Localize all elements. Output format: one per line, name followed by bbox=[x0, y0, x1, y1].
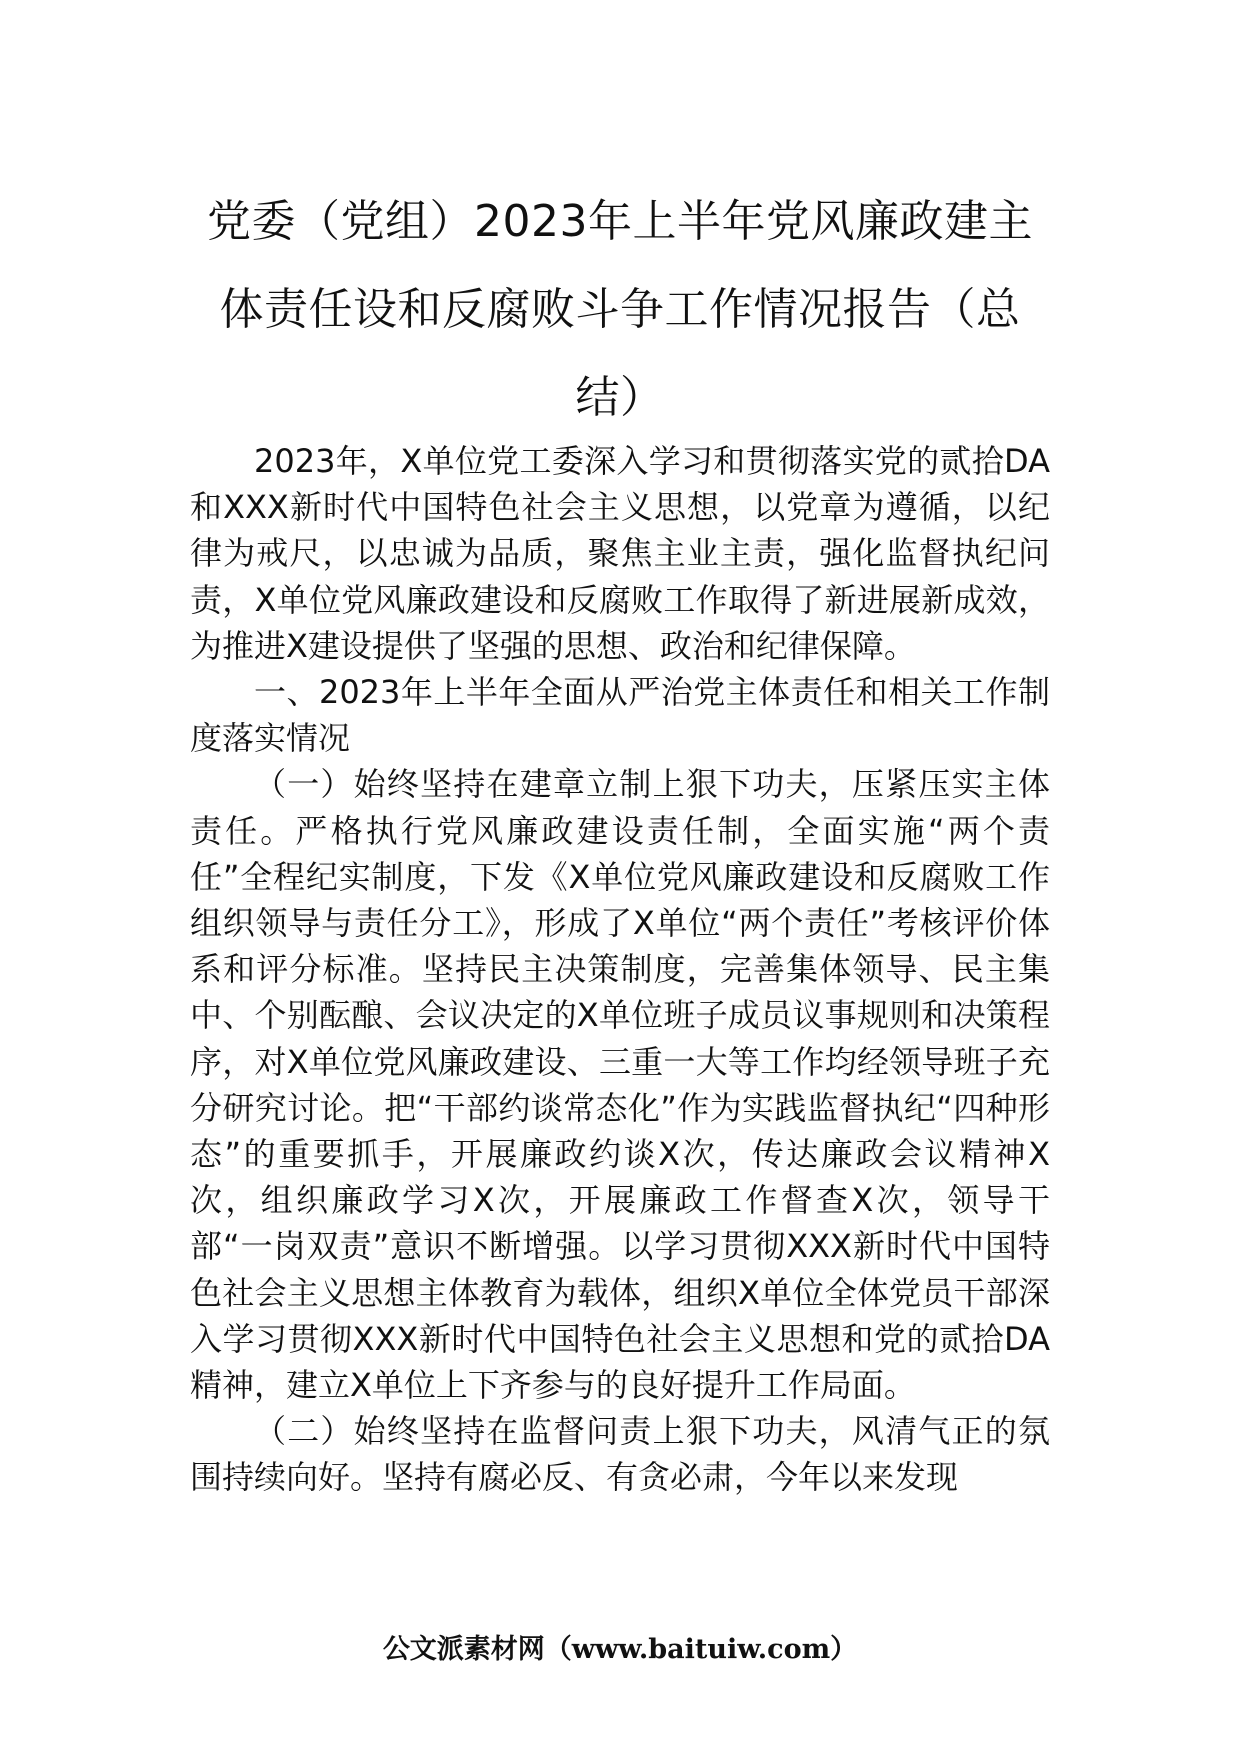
intro-paragraph: 2023年，X单位党工委深入学习和贯彻落实党的贰拾DA和XXX新时代中国特色社会主义思想，以党章为遵循，以纪律为戒尺，以忠诚为品质，聚焦主业主责，强化监督执纪问责，X单位党风廉政建设和反腐败工作取得了新进展新成效，为推进X建设提供了坚强的思想、政治和纪律保障。 bbox=[190, 442, 1050, 665]
document-body bbox=[190, 438, 1050, 1501]
subsection-two-paragraph: （二）始终坚持在监督问责上狠下功夫，风清气正的氛围持续向好。坚持有腐必反、有贪必肃，今年以来发现 bbox=[190, 1412, 1050, 1497]
subsection-one-paragraph: （一）始终坚持在建章立制上狠下功夫，压紧压实主体责任。严格执行党风廉政建设责任制，全面实施“两个责任”全程纪实制度，下发《X单位党风廉政建设和反腐败工作组织领导与责任分工》，形成了X单位“两个责任”考核评价体系和评分标准。坚持民主决策制度，完善集体领导、民主集中、个别酝酿、会议决定的X单位班子成员议事规则和决策程序，对X单位党风廉政建设、三重一大等工作均经领导班子充分研究讨论。把“干部约谈常态化”作为实践监督执纪“四种形态”的重要抓手，开展廉政约谈X次，传达廉政会议精神X次，组织廉政学习X次，开展廉政工作督查X次，领导干部“一岗双责”意识不断增强。以学习贯彻XXX新时代中国特色社会主义思想主体教育为载体，组织X单位全体党员干部深入学习贯彻XXX新时代中国特色社会主义思想和党的贰拾DA精神，建立X单位上下齐参与的良好提升工作局面。 bbox=[190, 765, 1050, 1405]
footer-watermark: 公文派素材网（www.baituiw.com） bbox=[382, 1634, 858, 1665]
section-heading: 一、2023年上半年全面从严治党主体责任和相关工作制度落实情况 bbox=[190, 673, 1050, 758]
document-title: 党委（党组）2023年上半年党风廉政建主体责任设和反腐败斗争工作情况报告（总结） bbox=[207, 196, 1033, 423]
